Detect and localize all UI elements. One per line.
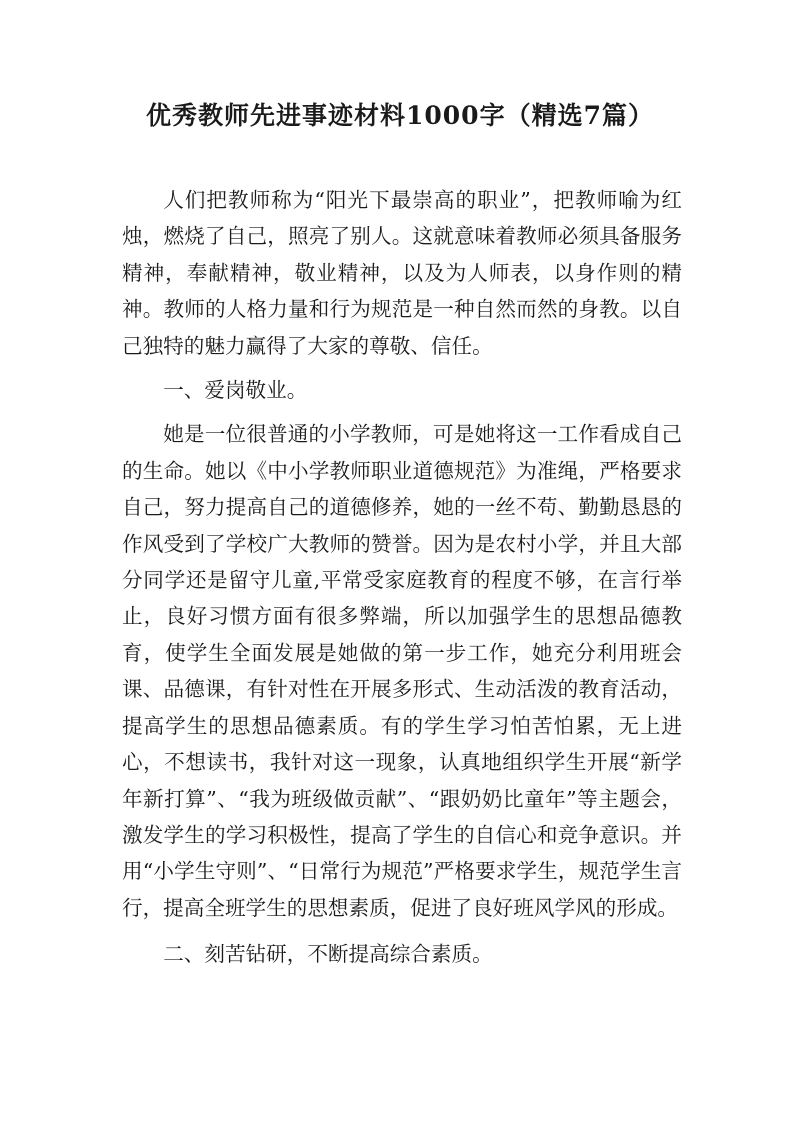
paragraph-intro: 人们把教师称为“阳光下最崇高的职业”，把教师喻为红烛，燃烧了自己，照亮了别人。这就意味着教师必须具备服务精神，奉献精神，敬业精神，以及为人师表，以身作则的精神。教师的人格力量和行为规范是一种自然而然的身教。以自己独特的魅力赢得了大家的尊敬、信任。 — [122, 188, 682, 358]
section-heading-2: 二、刻苦钻研，不断提高综合素质。 — [163, 942, 493, 967]
document-title: 优秀教师先进事迹材料1000字（精选7篇） — [146, 101, 654, 130]
document-body — [122, 182, 682, 973]
paragraph-section-1: 她是一位很普通的小学教师，可是她将这一工作看成自己的生命。她以《中小学教师职业道德规范》为准绳，严格要求自己，努力提高自己的道德修养，她的一丝不苟、勤勤恳恳的作风受到了学校广大教师的赞誉。因为是农村小学，并且大部分同学还是留守儿童,平常受家庭教育的程度不够，在言行举止，良好习惯方面有很多弊端，所以加强学生的思想品德教育，使学生全面发展是她做的第一步工作，她充分利用班会课、品德课，有针对性在开展多形式、生动活泼的教育活动，提高学生的思想品德素质。有的学生学习怕苦怕累，无上进心，不想读书，我针对这一现象，认真地组织学生开展“新学年新打算”、“我为班级做贡献”、“跟奶奶比童年”等主题会，激发学生的学习积极性，提高了学生的自信心和竞争意识。并用“小学生守则”、“日常行为规范”严格要求学生，规范学生言行，提高全班学生的思想素质，促进了良好班风学风的形成。 — [122, 422, 682, 920]
section-heading-1: 一、爱岗敬业。 — [163, 378, 308, 403]
